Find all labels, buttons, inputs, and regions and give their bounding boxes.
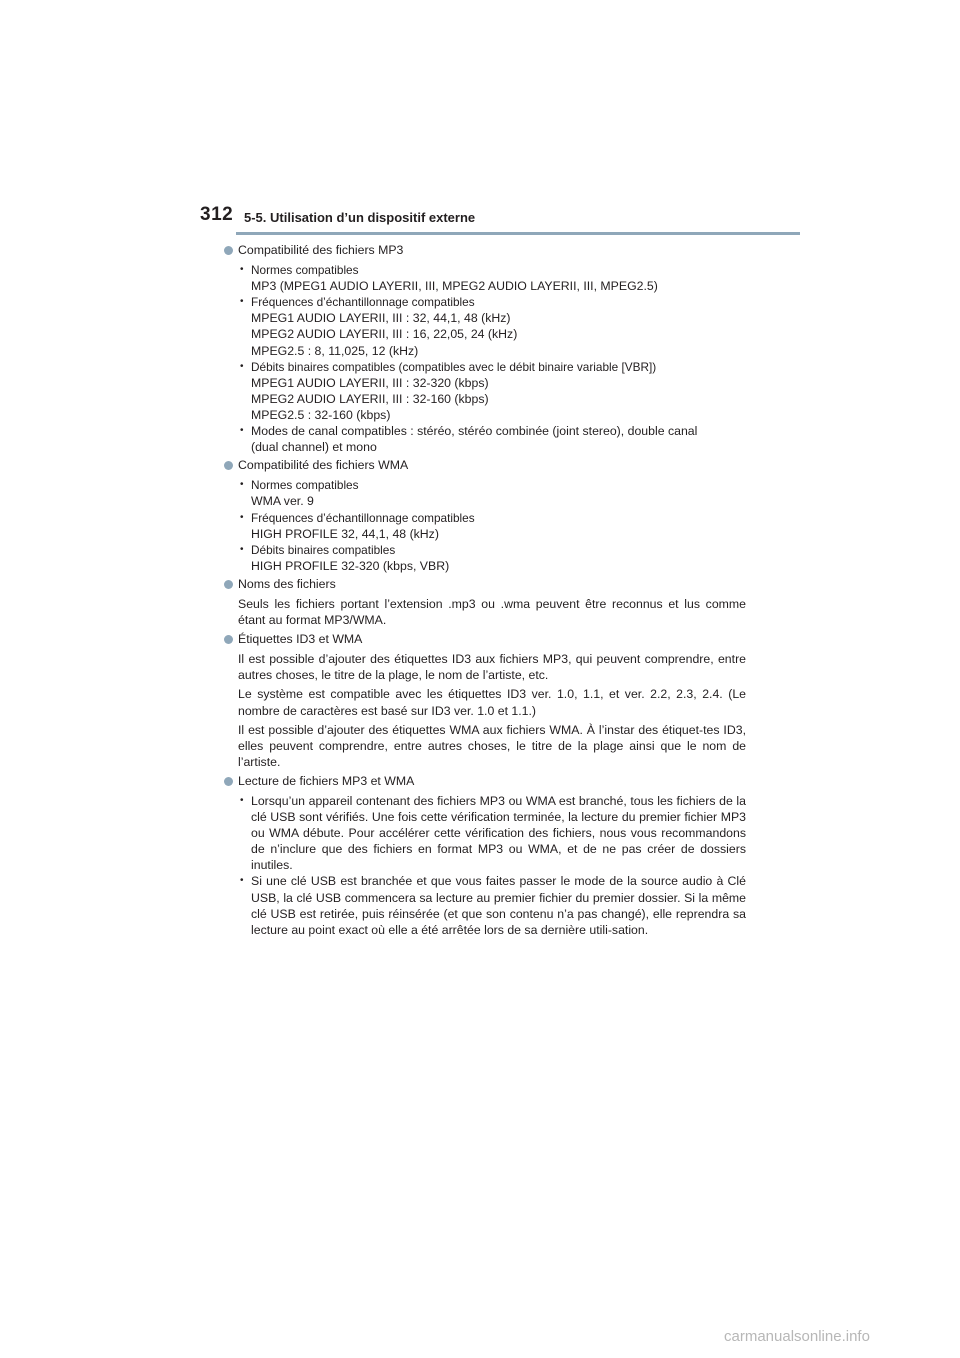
section-heading: [224, 576, 746, 592]
small-dot-icon: •: [240, 795, 244, 806]
list-item: [224, 294, 746, 358]
section-wma-compatibility: [224, 457, 746, 574]
section-id3-wma-tags: [224, 631, 746, 770]
list-item: [224, 793, 746, 873]
item-line: MP3 (MPEG1 AUDIO LAYERII, III, MPEG2 AUDIO LAYERII, III, MPEG2.5): [251, 279, 658, 294]
item-line: WMA ver. 9: [251, 494, 314, 509]
page-header: [200, 200, 800, 236]
item-line: Fréquences d’échantillonnage compatibles: [251, 295, 475, 310]
list-item: [224, 873, 746, 937]
filled-circle-icon: [224, 461, 233, 470]
item-list: [224, 477, 746, 574]
item-line: MPEG2 AUDIO LAYERII, III : 32-160 (kbps): [251, 391, 489, 406]
item-line: MPEG2.5 : 8, 11,025, 12 (kHz): [251, 343, 419, 358]
filled-circle-icon: [224, 580, 233, 589]
section-heading: [224, 631, 746, 647]
page-content: [224, 242, 746, 940]
section-heading-text: Lecture de fichiers MP3 et WMA: [238, 773, 415, 788]
item-line: Fréquences d’échantillonnage compatibles: [251, 510, 475, 525]
section-heading: [224, 773, 746, 789]
section-heading-text: Compatibilité des fichiers WMA: [238, 458, 409, 473]
small-dot-icon: •: [240, 511, 244, 523]
list-item: [224, 477, 746, 509]
item-list: [224, 793, 746, 938]
paragraph: Il est possible d’ajouter des étiquettes ID3 aux fichiers MP3, qui peuvent comprendre, entre autres choses, le titre de la plage, le nom de l’artiste, etc.: [238, 652, 746, 683]
small-dot-icon: •: [240, 264, 244, 276]
small-dot-icon: •: [240, 875, 244, 887]
item-line: Modes de canal compatibles : stéréo, stéréo combinée (joint stereo), double canal: [251, 424, 698, 439]
section-heading-text: Étiquettes ID3 et WMA: [238, 632, 363, 647]
list-item: [224, 262, 746, 294]
list-item: [224, 359, 746, 423]
list-item: [224, 423, 746, 455]
item-line: MPEG1 AUDIO LAYERII, III : 32, 44,1, 48 (kHz): [251, 311, 511, 326]
small-dot-icon: •: [240, 296, 244, 308]
small-dot-icon: •: [240, 425, 244, 437]
item-line: Normes compatibles: [251, 478, 359, 493]
item-line: Débits binaires compatibles (compatibles avec le débit binaire variable [VBR]): [251, 359, 657, 374]
section-file-names: [224, 576, 746, 628]
item-line: MPEG2 AUDIO LAYERII, III : 16, 22,05, 24 (kHz): [251, 327, 518, 342]
item-line: (dual channel) et mono: [251, 440, 377, 455]
small-dot-icon: •: [240, 479, 244, 491]
filled-circle-icon: [224, 777, 233, 786]
section-title: 5-5. Utilisation d’un dispositif externe: [244, 210, 476, 225]
section-mp3-wma-playback: [224, 773, 746, 938]
header-rule: [236, 232, 800, 235]
item-paragraph: Lorsqu’un appareil contenant des fichiers MP3 ou WMA est branché, tous les fichiers de la clé USB sont vérifiés. Une fois cette vérification terminée, la lecture du premier fichier MP3 ou WMA débute. Pour accélérer cette vérification des fichiers, nous vous recommandons de n’inclure que des fichiers en format MP3 ou WMA, et de ne pas créer de dossiers inutiles.: [251, 794, 746, 873]
small-dot-icon: •: [240, 360, 244, 372]
list-item: [224, 510, 746, 542]
section-heading-text: Compatibilité des fichiers MP3: [238, 243, 404, 257]
item-line: Débits binaires compatibles: [251, 542, 396, 557]
paragraph: Seuls les fichiers portant l’extension .mp3 ou .wma peuvent être reconnus et lus comme étant au format MP3/WMA.: [238, 596, 746, 628]
page-number: 312: [200, 204, 234, 225]
filled-circle-icon: [224, 246, 233, 255]
section-heading: [224, 242, 746, 258]
list-item: [224, 542, 746, 574]
item-list: [224, 262, 746, 455]
item-paragraph: Si une clé USB est branchée et que vous faites passer le mode de la source audio à Clé USB, la clé USB commencera sa lecture au premier fichier du premier dossier. Si la même clé USB est retirée, puis réinsérée (et que son contenu n’a pas changé), elle reprendra sa lecture au point exact où elle a été arrêtée lors de sa dernière utili-sation.: [251, 874, 746, 937]
section-heading: [224, 457, 746, 473]
item-line: HIGH PROFILE 32-320 (kbps, VBR): [251, 558, 450, 573]
footer-watermark: carmanualsonline.info: [724, 1328, 870, 1345]
section-heading-text: Noms des fichiers: [238, 576, 336, 591]
paragraph: Il est possible d’ajouter des étiquettes WMA aux fichiers WMA. À l’instar des étiquet-tes ID3, elles peuvent comprendre, entre autres choses, le titre de la plage ainsi que le nom de l’artiste.: [238, 722, 746, 769]
item-line: MPEG2.5 : 32-160 (kbps): [251, 407, 391, 422]
item-line: MPEG1 AUDIO LAYERII, III : 32-320 (kbps): [251, 375, 489, 390]
filled-circle-icon: [224, 635, 233, 644]
small-dot-icon: •: [240, 543, 244, 555]
item-line: HIGH PROFILE 32, 44,1, 48 (kHz): [251, 526, 439, 541]
item-line: Normes compatibles: [251, 263, 359, 278]
paragraph: Le système est compatible avec les étiquettes ID3 ver. 1.0, 1.1, et ver. 2.2, 2.3, 2.4. (Le nombre de caractères est basé sur ID3 ver. 1.0 et 1.1.): [238, 687, 746, 718]
section-mp3-compatibility: [224, 242, 746, 455]
